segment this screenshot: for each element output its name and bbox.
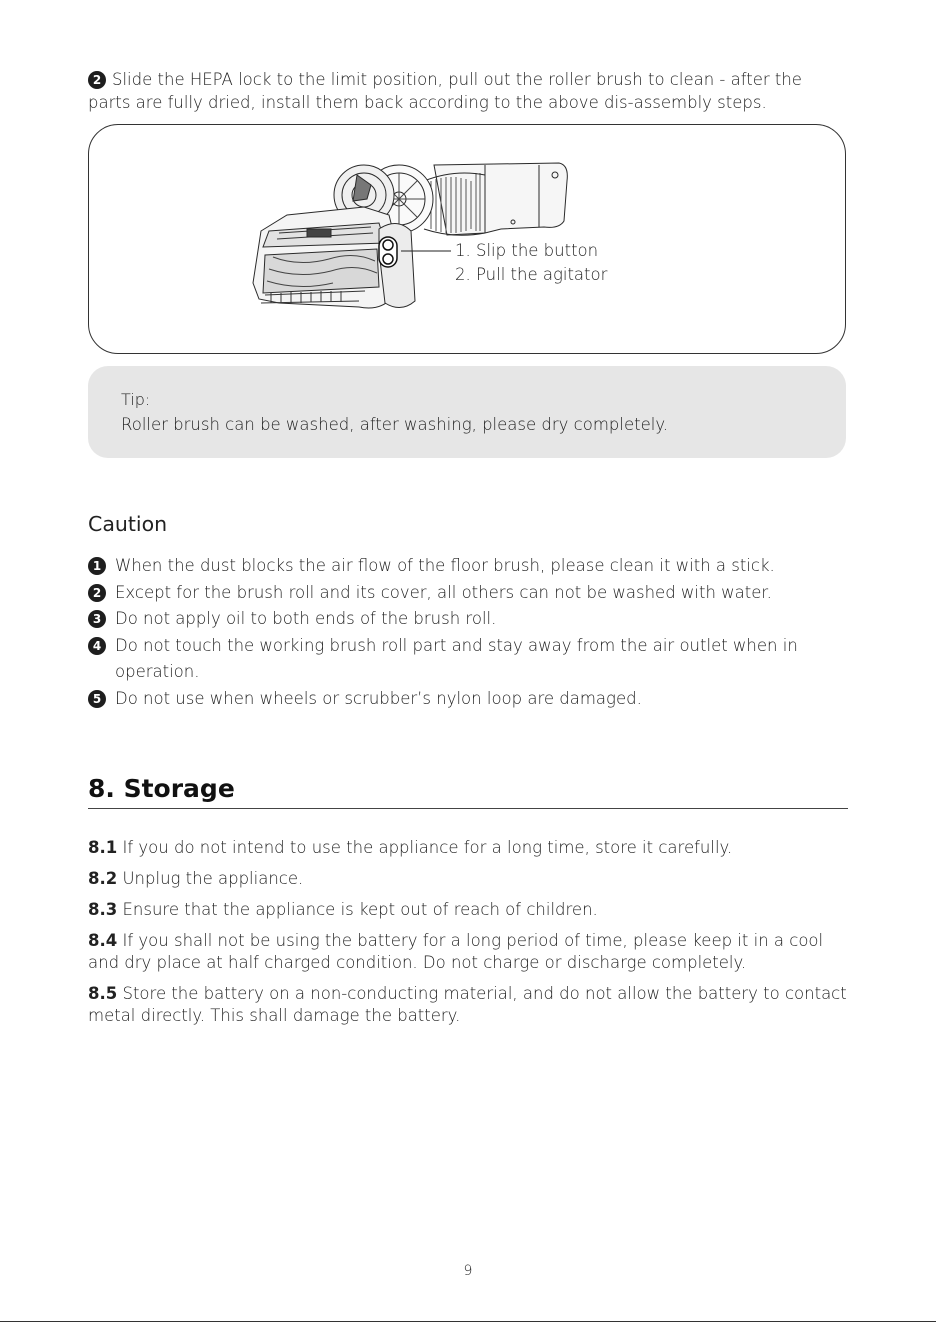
page-bottom-rule <box>0 1321 936 1322</box>
caution-badge: 5 <box>88 690 106 708</box>
caution-text: Do not use when wheels or scrubber’s nylon loop are damaged. <box>115 688 642 708</box>
caution-item <box>88 686 848 713</box>
caution-item <box>88 553 848 580</box>
caution-badge: 4 <box>88 637 106 655</box>
floor-brush-illustration <box>239 151 589 321</box>
page-number: 9 <box>463 1263 473 1279</box>
storage-item-number: 8.1 <box>88 838 118 857</box>
heading-divider <box>88 808 848 809</box>
tip-title: Tip: <box>121 390 151 409</box>
storage-item <box>88 899 848 921</box>
storage-item-text: Store the battery on a non-conducting material, and do not allow the battery to contact metal directly. This shall damage the battery. <box>88 984 847 1025</box>
storage-item-text: If you do not intend to use the appliance for a long time, store it carefully. <box>122 838 733 857</box>
tip-text: Roller brush can be washed, after washing, please dry completely. <box>121 415 668 434</box>
storage-item-number: 8.5 <box>88 984 118 1003</box>
storage-item-text: If you shall not be using the battery for a long period of time, please keep it in a cool and dry place at half charged condition. Do not charge or discharge completely. <box>88 931 824 972</box>
tip-box <box>88 366 846 458</box>
caution-text: Do not touch the working brush roll part and stay away from the air outlet when in operation. <box>115 635 798 682</box>
caution-text: Do not apply oil to both ends of the brush roll. <box>115 609 497 629</box>
storage-heading: 8. Storage <box>88 774 235 803</box>
storage-item <box>88 837 848 859</box>
storage-item-number: 8.4 <box>88 931 118 950</box>
caution-item <box>88 606 848 633</box>
caution-item <box>88 633 848 686</box>
storage-item-text: Ensure that the appliance is kept out of reach of children. <box>122 900 598 919</box>
storage-item <box>88 983 848 1026</box>
storage-item-number: 8.2 <box>88 869 118 888</box>
caution-badge: 2 <box>88 584 106 602</box>
figure-box <box>88 124 846 354</box>
callout-slip-button: 1. Slip the button <box>455 241 599 260</box>
intro-text: Slide the HEPA lock to the limit position, pull out the roller brush to clean - after the parts are fully dried, install them back according to the above dis-assembly steps. <box>88 70 802 112</box>
step-2-badge: 2 <box>88 71 106 89</box>
caution-badge: 3 <box>88 610 106 628</box>
storage-item-text: Unplug the appliance. <box>122 869 304 888</box>
caution-heading: Caution <box>88 512 168 536</box>
caution-text: When the dust blocks the air flow of the floor brush, please clean it with a stick. <box>115 556 775 575</box>
intro-paragraph <box>88 68 848 114</box>
storage-item <box>88 868 848 890</box>
storage-item-number: 8.3 <box>88 900 118 919</box>
storage-item <box>88 930 848 973</box>
caution-badge: 1 <box>88 557 106 575</box>
caution-text: Except for the brush roll and its cover, all others can not be washed with water. <box>115 582 772 602</box>
caution-item <box>88 580 848 607</box>
caution-list <box>88 553 848 713</box>
callout-pull-agitator: 2. Pull the agitator <box>455 265 608 284</box>
